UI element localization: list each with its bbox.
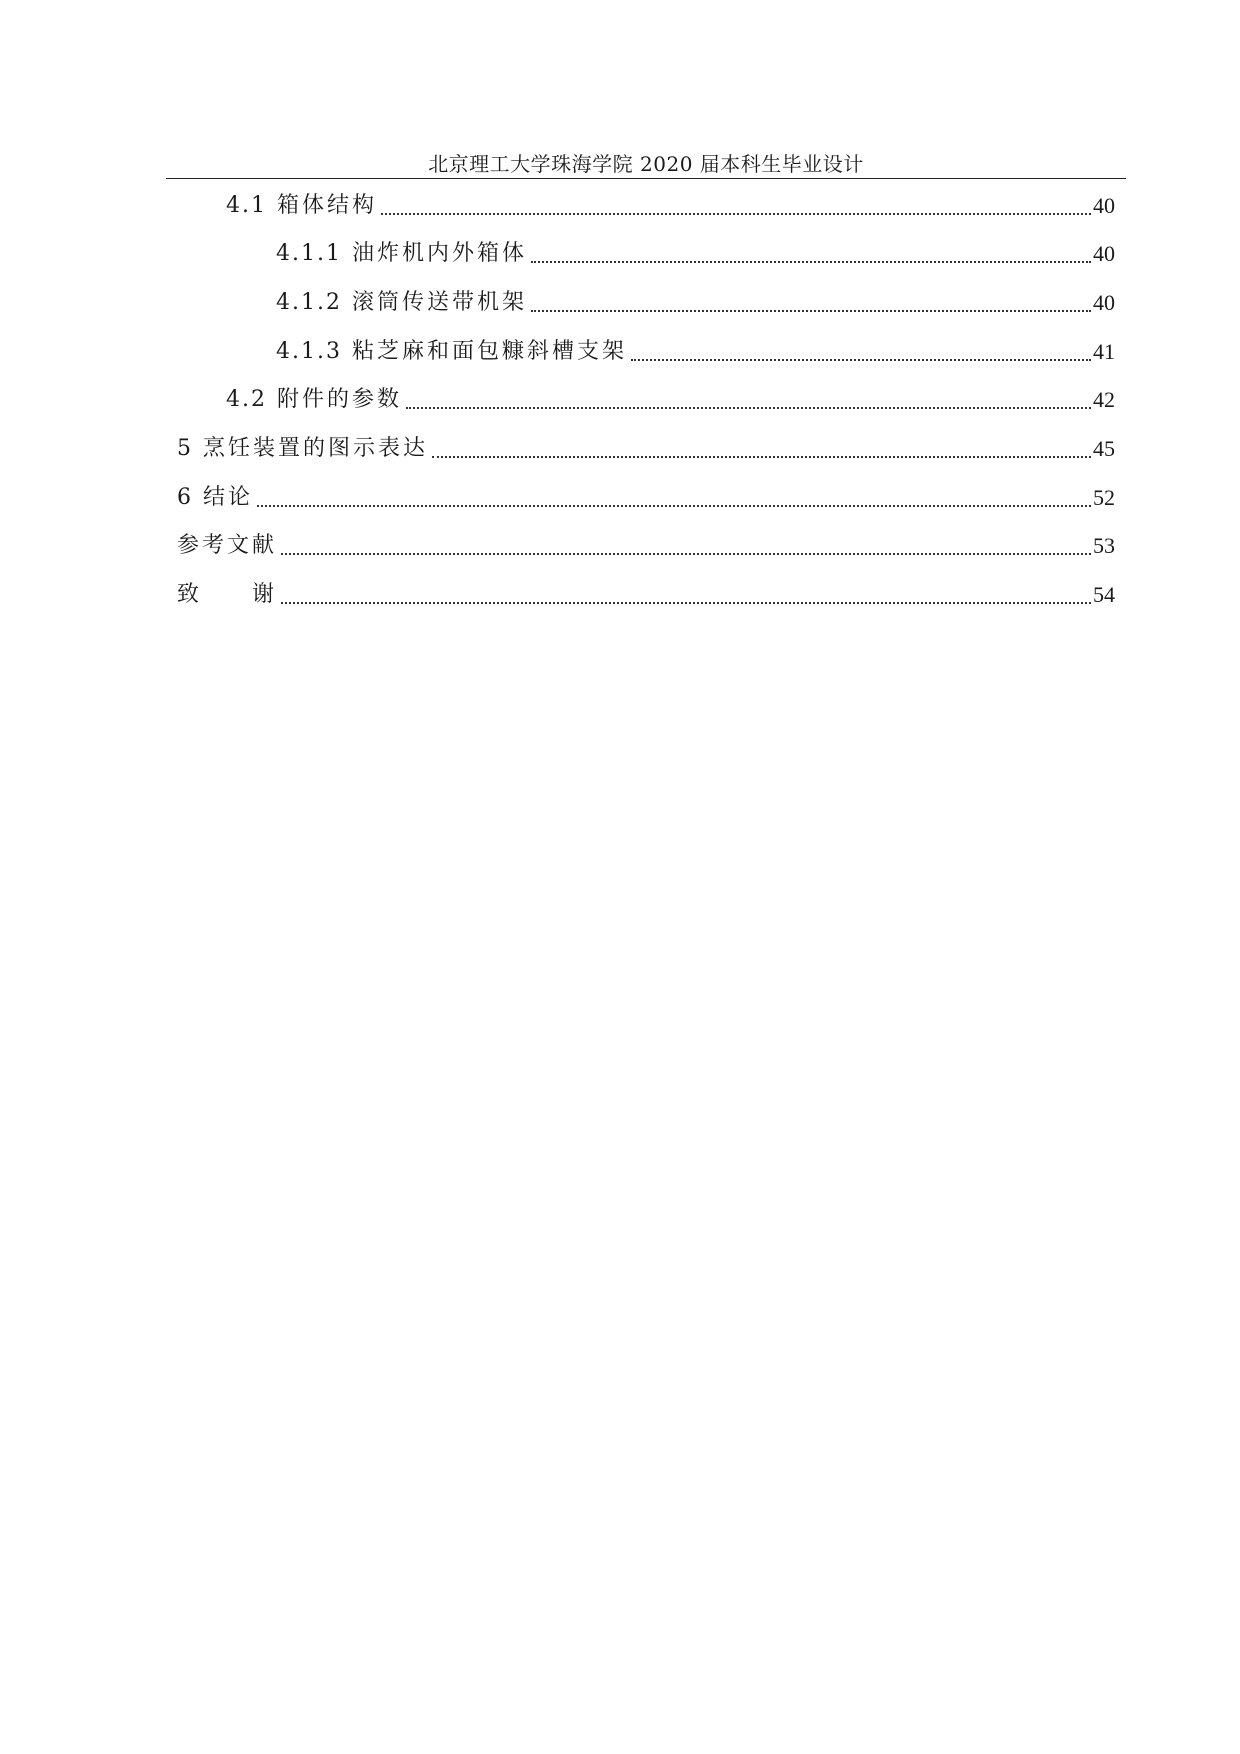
toc-entry-number: 4.1 xyxy=(226,193,267,218)
toc-entry-number: 4.1.1 xyxy=(276,241,342,266)
toc-entry-number: 5 xyxy=(177,436,193,461)
toc-entry-page: 42 xyxy=(1093,387,1115,412)
header-rule xyxy=(166,178,1126,179)
toc-dot-leader xyxy=(631,336,1091,368)
toc-entry[interactable] xyxy=(276,234,1115,270)
toc-dot-leader xyxy=(381,190,1091,222)
toc-entry-title: 参考文献 xyxy=(177,533,278,558)
toc-dot-leader xyxy=(257,482,1091,514)
toc-entry[interactable] xyxy=(177,429,1115,465)
toc-entry[interactable] xyxy=(177,575,1115,611)
toc-entry[interactable] xyxy=(177,478,1115,514)
toc-entry-title: 箱体结构 xyxy=(277,193,378,218)
running-header: 北京理工大学珠海学院 2020 届本科生毕业设计 xyxy=(428,152,864,176)
toc-entry-title: 滚筒传送带机架 xyxy=(351,290,527,315)
toc-entry-page: 40 xyxy=(1093,193,1115,218)
toc-entry-page: 40 xyxy=(1093,241,1115,266)
toc-entry[interactable] xyxy=(276,332,1115,368)
toc-dot-leader xyxy=(281,530,1091,562)
toc-entry-title: 结论 xyxy=(203,485,254,510)
toc-entry[interactable] xyxy=(226,380,1115,416)
toc-entry-title: 油炸机内外箱体 xyxy=(351,241,527,266)
toc-entry-page: 41 xyxy=(1093,339,1115,364)
toc-entry-title: 粘芝麻和面包糠斜槽支架 xyxy=(351,339,627,364)
toc-entry-number: 4.1.3 xyxy=(276,339,342,364)
toc-entry-title: 烹饪装置的图示表达 xyxy=(203,436,429,461)
toc-entry-page: 54 xyxy=(1093,582,1115,607)
toc-dot-leader xyxy=(406,384,1091,416)
toc-entry[interactable] xyxy=(276,283,1115,319)
toc-dot-leader xyxy=(432,433,1091,465)
toc-entry-title: 附件的参数 xyxy=(277,387,403,412)
toc-entry-number: 4.2 xyxy=(226,387,267,412)
toc-entry-title: 致 谢 xyxy=(177,582,278,607)
toc-entry-page: 53 xyxy=(1093,533,1115,558)
toc-entry-number: 6 xyxy=(177,485,193,510)
toc-entry-page: 40 xyxy=(1093,290,1115,315)
toc-entry[interactable] xyxy=(226,186,1115,222)
toc-dot-leader xyxy=(531,287,1091,319)
toc-entry-page: 52 xyxy=(1093,485,1115,510)
toc-dot-leader xyxy=(531,238,1091,270)
toc-dot-leader xyxy=(281,579,1091,611)
toc-entry-number: 4.1.2 xyxy=(276,290,342,315)
toc-entry[interactable] xyxy=(177,526,1115,562)
toc-entry-page: 45 xyxy=(1093,436,1115,461)
